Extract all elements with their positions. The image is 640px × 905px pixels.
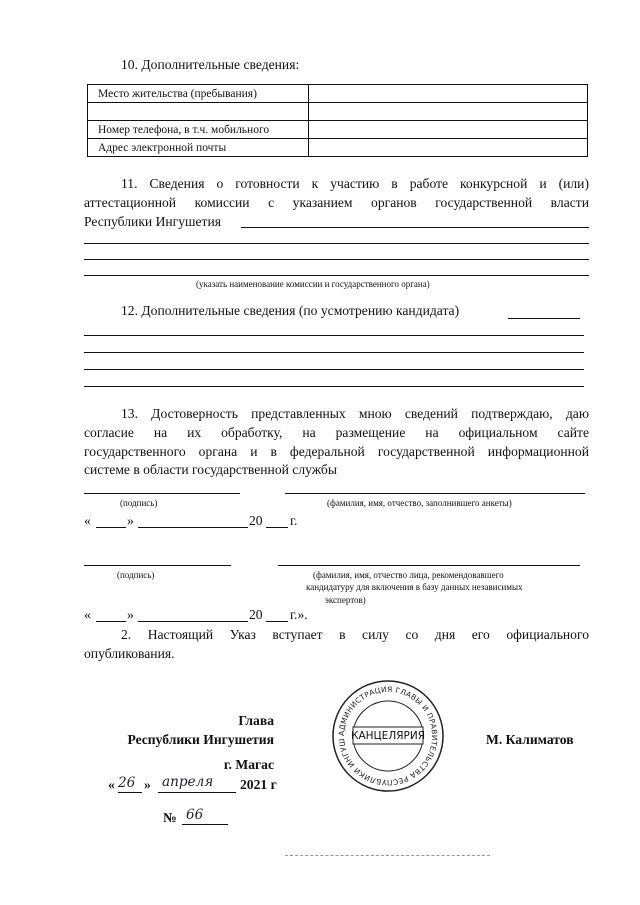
table-cell-value [309,103,588,121]
table-row [88,139,588,157]
section-13-line2: согласие на их обработку, на размещение на официальном сайте [84,425,589,440]
date-close-quote: » [127,607,134,622]
year-suffix: г.». [290,607,308,622]
date-open-quote: « [108,777,115,792]
stamp-ring-text: АДМИНИСТРАЦИЯ ГЛАВЫ И ПРАВИТЕЛЬСТВА РЕСПУБЛИКИ ИНГУШ [336,684,440,788]
signature-caption: (подпись) [120,498,158,508]
stamp-graphic [330,678,446,794]
table-cell-value [309,121,588,139]
date-day-line [96,621,126,622]
date-month-line [138,527,248,528]
fill-line [84,243,589,244]
decree-line2: опубликования. [84,646,175,661]
date-month-line [158,792,236,793]
year-suffix: г. [290,513,298,528]
date-day-line [96,527,126,528]
section-13-line4: системе в области государственной службы [84,462,337,477]
scan-artifact [285,855,490,856]
date-day: 26 [118,775,136,791]
date-year: 2021 г [240,777,277,792]
fill-line [84,352,584,353]
signature-line [84,565,231,566]
fill-line [84,369,584,370]
section-11-line1: 11. Сведения о готовности к участию в работе конкурсной и (или) [121,176,589,191]
table-cell-label [88,103,309,121]
table-cell-label: Место жительства (пребывания) [88,85,309,103]
table-cell-label: Адрес электронной почты [88,139,309,157]
date-open-quote: « [84,607,91,622]
decree-number: 66 [186,807,204,823]
date-day-line [118,792,142,793]
recommender-caption-2: кандидатуру для включения в базу данных независимых [306,582,523,592]
signer-title-1: Глава [238,713,274,728]
table-row [88,85,588,103]
date-month: апреля [162,774,214,790]
recommender-caption-3: экспертов) [325,595,366,605]
stamp-center-text: КАНЦЕЛЯРИЯ [351,730,425,742]
contact-info-table [87,84,588,157]
fullname-line [285,493,585,494]
date-month-line [138,621,248,622]
date-year-line [266,527,288,528]
section-11-line3: Республики Ингушетия [84,214,222,229]
number-line [182,824,228,825]
section-10-title: 10. Дополнительные сведения: [121,57,300,72]
date-close-quote: » [127,513,134,528]
fill-line [84,335,584,336]
table-row [88,121,588,139]
year-prefix: 20 [249,513,263,528]
section-13-line3: государственного органа и в федеральной государственной информационной [84,444,589,459]
date-year-line [266,621,288,622]
signer-title-2: Республики Ингушетия [127,732,274,747]
signer-name: М. Калиматов [486,732,574,747]
fullname-caption: (фамилия, имя, отчество, заполнившего анкеты) [327,498,512,508]
table-row [88,103,588,121]
fill-line [508,318,580,319]
recommender-caption-1: (фамилия, имя, отчество лица, рекомендовавшего [313,570,504,580]
table-cell-value [309,85,588,103]
signature-line [84,493,240,494]
fill-line [241,227,589,228]
number-label: № [163,810,177,825]
fullname-line [278,565,580,566]
table-cell-label: Номер телефона, в т.ч. мобильного [88,121,309,139]
date-open-quote: « [84,513,91,528]
section-13-line1: 13. Достоверность представленных мною сведений подтверждаю, даю [121,406,589,421]
city: г. Магас [223,757,274,772]
section-11-line2: аттестационной комиссии с указанием органов государственной власти [84,195,589,210]
section-12-title: 12. Дополнительные сведения (по усмотрению кандидата) [121,303,460,318]
decree-line1: 2. Настоящий Указ вступает в силу со дня его официального [121,627,589,642]
signature-caption: (подпись) [117,570,155,580]
office-stamp [330,678,446,794]
fill-line [84,386,584,387]
fill-line [84,259,589,260]
table-cell-value [309,139,588,157]
year-prefix: 20 [249,607,263,622]
fill-line [84,275,589,276]
date-close-quote: » [144,777,151,792]
section-11-caption: (указать наименование комиссии и государственного органа) [196,279,430,289]
